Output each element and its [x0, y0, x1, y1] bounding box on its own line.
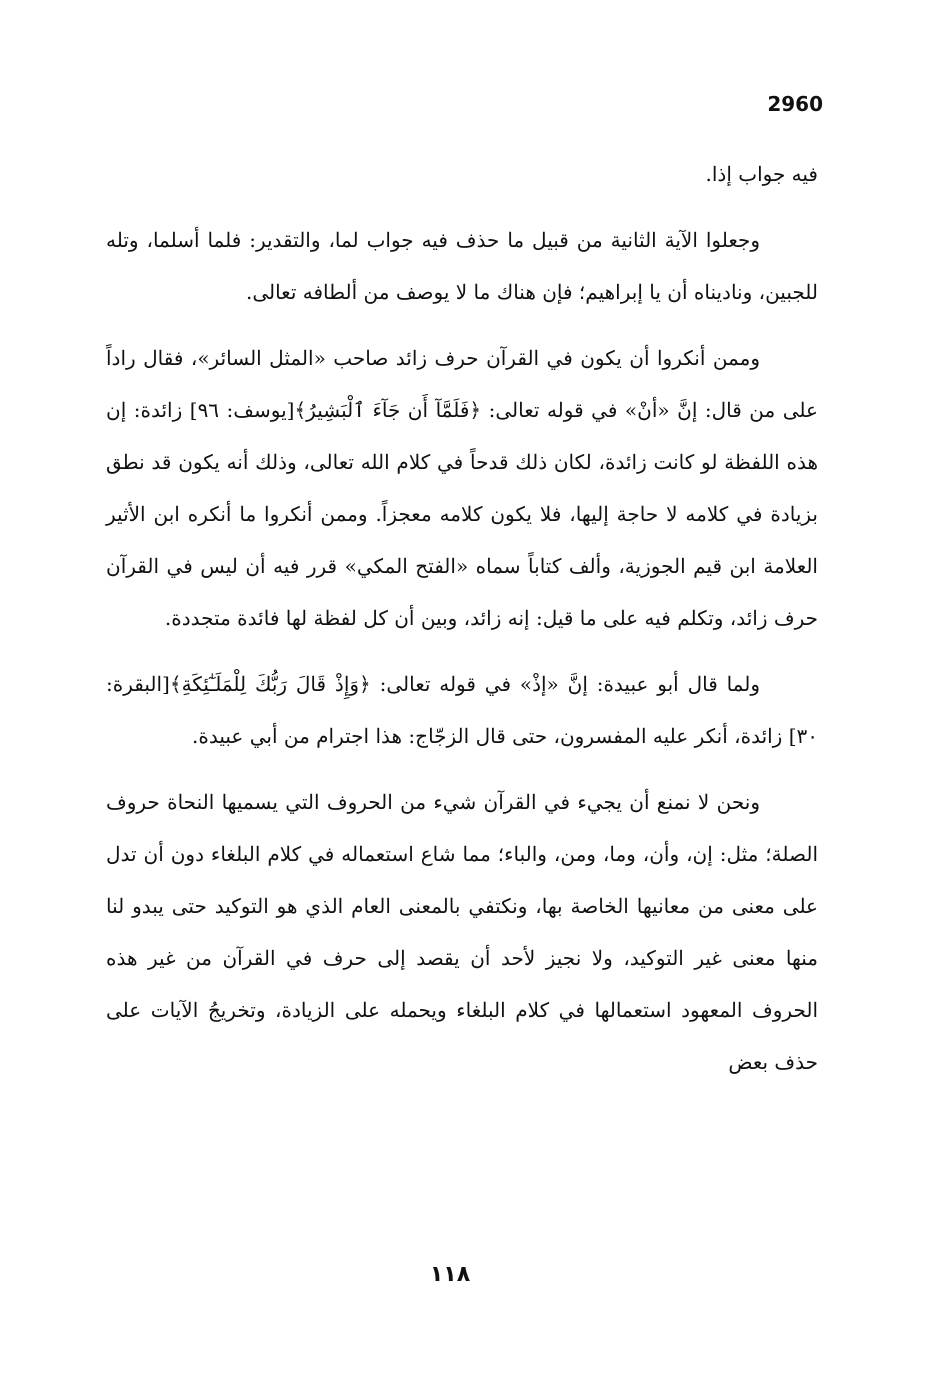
page-footer-number: ١١٨	[429, 1262, 471, 1287]
paragraph: وممن أنكروا أن يكون في القرآن حرف زائد صاحب «المثل السائر»، فقال راداً على من قال: إنَّ «أنْ» في قوله تعالى: ﴿فَلَمَّآ أَن جَآءَ ٱلْبَشِيرُ﴾[يوسف: ٩٦] زائدة: إن هذه اللفظة لو كانت زائدة، لكان ذلك قدحاً في كلام الله تعالى، وذلك أنه يكون قد نطق بزيادة في كلامه لا حاجة إليها، فلا يكون كلامه معجزاً. وممن أنكروا ما أنكره ابن الأثير العلامة ابن قيم الجوزية، وألف كتاباً سماه «الفتح المكي» قرر فيه أن ليس في القرآن حرف زائد، وتكلم فيه على ما قيل: إنه زائد، وبين أن كل لفظة لها فائدة متجددة.	[106, 346, 818, 630]
paragraph-continuation: فيه جواب إذا.	[705, 162, 818, 186]
paragraph: ونحن لا نمنع أن يجيء في القرآن شيء من الحروف التي يسميها النحاة حروف الصلة؛ مثل: إن، وأن، وما، ومن، والباء؛ مما شاع استعماله في كلام البلغاء دون أن تدل على معنى من معانيها الخاصة بها، ونكتفي بالمعنى العام الذي هو التوكيد حتى يبدو لنا منها معنى غير التوكيد، ولا نجيز لأحد أن يقصد إلى حرف في القرآن من غير هذه الحروف المعهود استعمالها في كلام البلغاء ويحمله على الزيادة، وتخريجُ الآيات على حذف بعض	[106, 790, 818, 1074]
page-header-number: 2960	[767, 92, 823, 116]
page-text-body	[106, 148, 818, 1102]
paragraph: وجعلوا الآية الثانية من قبيل ما حذف فيه جواب لما، والتقدير: فلما أسلما، وتله للجبين، وناديناه أن يا إبراهيم؛ فإن هناك ما لا يوصف من ألطافه تعالى.	[106, 228, 818, 304]
paragraph: ولما قال أبو عبيدة: إنَّ «إذْ» في قوله تعالى: ﴿وَإِذْ قَالَ رَبُّكَ لِلْمَلَـٰٓئِكَةِ﴾[البقرة: ٣٠] زائدة، أنكر عليه المفسرون، حتى قال الزجّاج: هذا اجترام من أبي عبيدة.	[106, 672, 818, 748]
